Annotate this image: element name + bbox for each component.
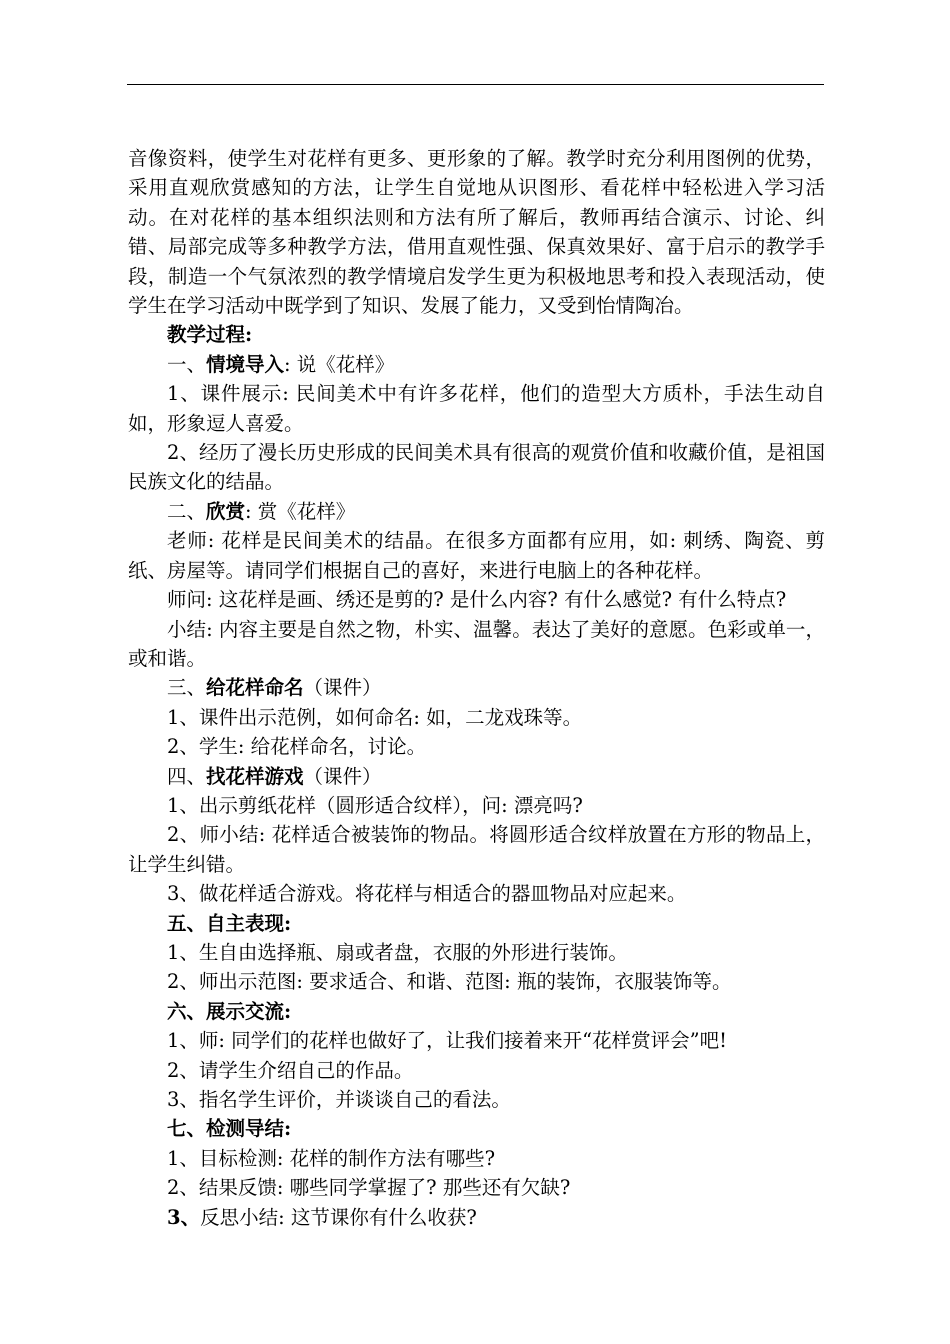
- section-4-item: 1、出示剪纸花样（圆形适合纹样），问: 漂亮吗?: [167, 793, 583, 817]
- section-1-item: 1、课件展示: 民间美术中有许多花样，他们的造型大方质朴，手法生动自如，形象逗人喜爱。: [128, 382, 825, 435]
- section-6-item: 3、指名学生评价，并谈谈自己的看法。: [167, 1088, 511, 1111]
- intro-paragraph: 音像资料，使学生对花样有更多、更形象的了解。教学时充分利用图例的优势，采用直观欣赏感知的方法，让学生自觉地从识图形、看花样中轻松进入学习活动。在对花样的基本组织法则和方法有所了解后，教师再结合演示、讨论、纠错、局部完成等多种教学方法，借用直观性强、保真效果好、富于启示的教学手段，制造一个气氛浓烈的教学情境启发学生更为积极地思考和投入表现活动，使学生在学习活动中既学到了知识、发展了能力，又受到怡情陶冶。: [128, 147, 825, 318]
- section-3-title: 给花样命名: [206, 676, 304, 700]
- section-7-item: [128, 1203, 825, 1232]
- section-2-title: 欣赏: [206, 499, 246, 523]
- section-7-last-number: 3、: [167, 1205, 201, 1229]
- section-3-prefix: 三、: [167, 676, 207, 700]
- section-1-item: 2、经历了漫长历史形成的民间美术具有很高的观赏价值和收藏价值，是祖国民族文化的结晶。: [128, 441, 825, 494]
- section-4-prefix: 四、: [167, 764, 207, 788]
- section-3-item: 2、学生: 给花样命名，讨论。: [167, 735, 427, 759]
- section-5-item: 2、师出示范图: 要求适合、和谐、范图: 瓶的装饰，衣服装饰等。: [167, 970, 732, 994]
- section-3-item: 1、课件出示范例，如何命名: 如，二龙戏珠等。: [167, 705, 583, 729]
- section-7-item: 1、目标检测: 花样的制作方法有哪些?: [167, 1146, 496, 1170]
- section-6-item: 2、请学生介绍自己的作品。: [167, 1058, 414, 1082]
- section-4-item: 3、做花样适合游戏。将花样与相适合的器皿物品对应起来。: [167, 882, 687, 906]
- section-6-item: 1、师: 同学们的花样也做好了，让我们接着来开“花样赏评会”吧!: [167, 1029, 727, 1053]
- section-4-heading: [128, 762, 825, 791]
- section-5-item: 1、生自由选择瓶、扇或者盘，衣服的外形进行装饰。: [167, 940, 628, 964]
- section-2-heading: [128, 497, 825, 526]
- section-2-item: 小结: 内容主要是自然之物，朴实、温馨。表达了美好的意愿。色彩或单一，或和谐。: [128, 617, 825, 670]
- section-4-item: 2、师小结: 花样适合被装饰的物品。将圆形适合纹样放置在方形的物品上，让学生纠错。: [128, 823, 825, 876]
- section-3-suffix: （课件）: [303, 676, 382, 700]
- section-1-title: 情境导入: [206, 352, 285, 376]
- section-2-item: 师问: 这花样是画、绣还是剪的? 是什么内容? 有什么感觉? 有什么特点?: [167, 588, 787, 612]
- document-body: [128, 144, 825, 1232]
- section-1-prefix: 一、: [167, 352, 207, 376]
- section-2-item: 老师: 花样是民间美术的结晶。在很多方面都有应用，如: 刺绣、陶瓷、剪纸、房屋等。请同学们根据自己的喜好，来进行电脑上的各种花样。: [128, 529, 825, 582]
- section-7-last-text: 反思小结: 这节课你有什么收获?: [200, 1205, 477, 1229]
- section-3-heading: [128, 673, 825, 702]
- section-1-suffix: : 说《花样》: [284, 352, 395, 376]
- section-1-heading: [128, 350, 825, 379]
- process-heading: 教学过程:: [167, 323, 253, 347]
- section-4-title: 找花样游戏: [206, 764, 304, 788]
- section-6-heading: 六、展示交流:: [167, 999, 292, 1023]
- section-4-suffix: （课件）: [303, 764, 382, 788]
- header-rule: [127, 84, 824, 85]
- section-2-suffix: : 赏《花样》: [245, 499, 356, 523]
- section-2-prefix: 二、: [167, 499, 207, 523]
- section-7-heading: 七、检测导结:: [167, 1117, 292, 1141]
- section-7-item: 2、结果反馈: 哪些同学掌握了? 那些还有欠缺?: [167, 1176, 571, 1200]
- section-5-heading: 五、自主表现:: [167, 911, 292, 935]
